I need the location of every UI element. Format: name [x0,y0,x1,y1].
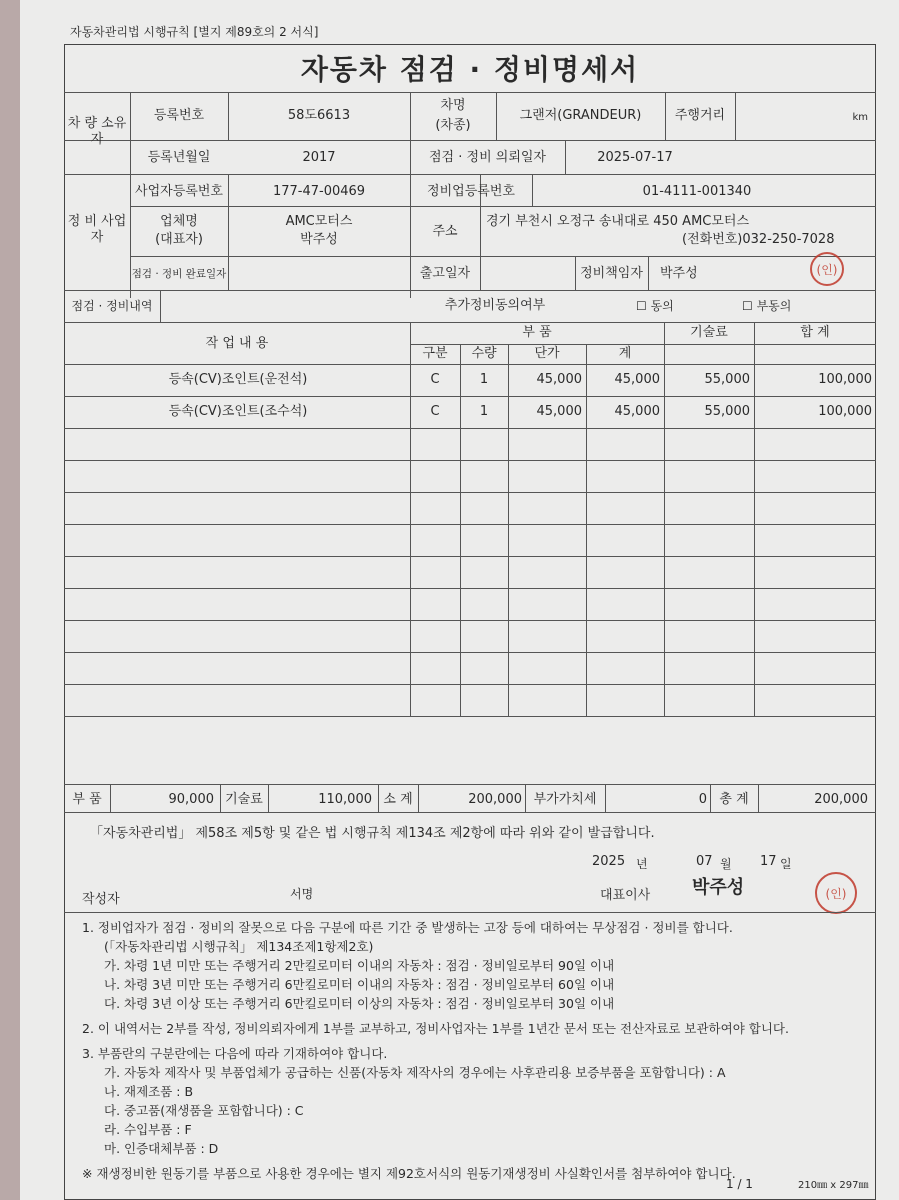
ceo-label: 대표이사 [600,888,651,903]
manager-value: 박주성 [660,266,698,281]
note-line: 다. 차령 3년 이상 또는 주행거리 6만킬로미터 이상의 자동차 : 점검 · 정비일로부터 30일 이내 [104,996,615,1011]
seal-stamp: (인) [810,252,844,286]
row-line [64,492,876,493]
issue-year: 2025 [592,854,626,869]
item-total: 100,000 [818,372,872,387]
note-line: 나. 차령 3년 미만 또는 주행거리 6만킬로미터 이내의 자동차 : 점검 · 정비일로부터 60일 이내 [104,977,615,992]
car-type-label: (차종) [435,118,471,133]
request-date-value: 2025-07-17 [597,150,673,165]
note-line: 마. 인증대체부품 : D [104,1141,219,1156]
note-line: 라. 수입부품 : F [104,1122,192,1137]
rep-value: 박주성 [300,232,338,247]
checkbox-icon: ☐ [742,299,753,313]
note-line: (「자동차관리법 시행규칙」 제134조제1항제2호) [104,939,374,954]
item-type: C [430,404,440,419]
shop-label: 정 비 사업자 [67,214,127,245]
biz-number-label: 사업자등록번호 [135,184,223,199]
company-label: 업체명 [160,214,198,229]
release-date-label: 출고일자 [419,266,471,281]
row-line [64,556,876,557]
owner-label: 차 량 소유자 [67,116,127,147]
address-value: 경기 부천시 오정구 송내대로 450 AMC모터스 [486,214,750,229]
row-line [64,588,876,589]
issue-day: 17 [760,854,777,869]
agree-checkbox[interactable] [636,298,674,314]
year-label: 년 [636,857,648,871]
work-content-header: 작 업 내 용 [205,336,269,351]
biz-number-value: 177-47-00469 [272,184,366,199]
item-unit-price: 45,000 [536,404,582,419]
parts-header: 부 품 [522,325,552,340]
item-amount: 45,000 [614,404,660,419]
company-value: AMC모터스 [285,214,353,229]
work-detail-label: 점검 · 정비내역 [71,299,153,313]
item-unit-price: 45,000 [536,372,582,387]
note-line: 가. 차령 1년 미만 또는 주행거리 2만킬로미터 이내의 자동차 : 점검 · 정비일로부터 90일 이내 [104,958,615,973]
invoice-paper [20,0,899,1200]
mileage-unit: km [852,112,868,123]
regulation-caption: 자동차관리법 시행규칙 [별지 제89호의 2 서식] [70,25,319,39]
item-amount: 45,000 [614,372,660,387]
page-title: 자동차 점검 · 정비명세서 [300,53,640,86]
disagree-label: 부동의 [756,299,792,313]
ceo-signature: 박주성 [692,877,745,898]
subtotal-value: 200,000 [468,792,522,807]
note-line: ※ 재생정비한 원동기를 부품으로 사용한 경우에는 별지 제92호서식의 원동기재생정비 사실확인서를 첨부하여야 합니다. [82,1166,736,1181]
ceo-seal: (인) [815,872,857,914]
reg-date-value: 2017 [302,150,336,165]
shop-reg-label: 정비업등록번호 [427,184,515,199]
parts-total-label: 부 품 [72,792,102,807]
item-qty: 1 [479,372,489,387]
note-line: 3. 부품란의 구분란에는 다음에 따라 기재하여야 합니다. [82,1046,388,1061]
sub-header: 수량 [471,346,497,361]
note-line: 2. 이 내역서는 2부를 작성, 정비의뢰자에게 1부를 교부하고, 정비사업자는 1부를 1년간 문서 또는 전산자료로 보관하여야 합니다. [82,1021,789,1036]
grand-total-label: 총 계 [719,792,749,807]
row-line [64,716,876,717]
item-qty: 1 [479,404,489,419]
item-description: 등속(CV)조인트(조수석) [168,404,308,419]
request-date-label: 점검 · 정비 의뢰일자 [429,150,546,165]
issue-month: 07 [696,854,713,869]
writer-label: 작성자 [82,892,120,907]
sub-header: 단가 [534,346,560,361]
labor-total-value: 110,000 [318,792,372,807]
month-label: 월 [720,857,732,871]
labor-header: 기술료 [690,325,728,340]
item-description: 등속(CV)조인트(운전석) [168,372,308,387]
signature-label: 서명 [290,887,314,901]
binder-edge [0,0,20,1200]
page-indicator: 1 / 1 [726,1177,753,1191]
note-line: 1. 정비업자가 점검 · 정비의 잘못으로 다음 구분에 따른 기간 중 발생하는 고장 등에 대하여는 무상점검 · 정비를 합니다. [82,920,733,935]
agree-label: 동의 [650,299,674,313]
mileage-label: 주행거리 [674,108,726,123]
note-line: 가. 자동차 제작사 및 부품업체가 공급하는 신품(자동차 제작사의 경우에는 사후관리용 보증부품을 포함합니다) : A [104,1065,726,1080]
vat-value: 0 [698,792,707,807]
grand-total-value: 200,000 [814,792,868,807]
table-line [410,344,876,345]
row-line [64,684,876,685]
day-label: 일 [780,857,792,871]
row-line [64,652,876,653]
row-line [64,620,876,621]
address-label: 주소 [432,224,458,239]
row-line [64,524,876,525]
items-table [64,322,876,720]
divider [64,92,876,93]
car-name-label: 차명 [440,98,466,113]
sub-header: 구분 [422,346,448,361]
item-labor: 55,000 [704,372,750,387]
paper-size: 210㎜ x 297㎜ [798,1180,869,1191]
row-line [64,428,876,429]
rep-label: (대표자) [155,232,203,247]
disagree-checkbox[interactable] [742,298,791,314]
note-line: 나. 재제조품 : B [104,1084,194,1099]
parts-total-value: 90,000 [168,792,214,807]
table-line [460,344,461,716]
complete-date-label: 점검 · 정비 완료일자 [131,268,227,280]
subtotal-label: 소 계 [383,792,413,807]
table-line [586,344,587,716]
sub-header: 계 [618,346,632,361]
reg-number-value: 58도6613 [287,108,351,123]
labor-total-label: 기술료 [225,792,263,807]
consent-label: 추가정비동의여부 [444,298,546,313]
issuance-statement: 「자동차관리법」 제58조 제5항 및 같은 법 시행규칙 제134조 제2항에 따라 위와 같이 발급합니다. [90,826,655,841]
manager-label: 정비책임자 [580,266,643,281]
reg-date-label: 등록년월일 [147,150,211,165]
note-line: 다. 중고품(재생품을 포함합니다) : C [104,1103,304,1118]
row-line [64,460,876,461]
phone-value: (전화번호)032-250-7028 [682,232,835,247]
item-labor: 55,000 [704,404,750,419]
checkbox-icon: ☐ [636,299,647,313]
reg-number-label: 등록번호 [153,108,205,123]
vat-label: 부가가치세 [533,792,597,807]
total-header: 합 계 [800,325,830,340]
car-name-value: 그랜저(GRANDEUR) [519,108,642,123]
table-line [508,344,509,716]
row-line [64,396,876,397]
shop-reg-value: 01-4111-001340 [642,184,752,199]
item-type: C [430,372,440,387]
item-total: 100,000 [818,404,872,419]
